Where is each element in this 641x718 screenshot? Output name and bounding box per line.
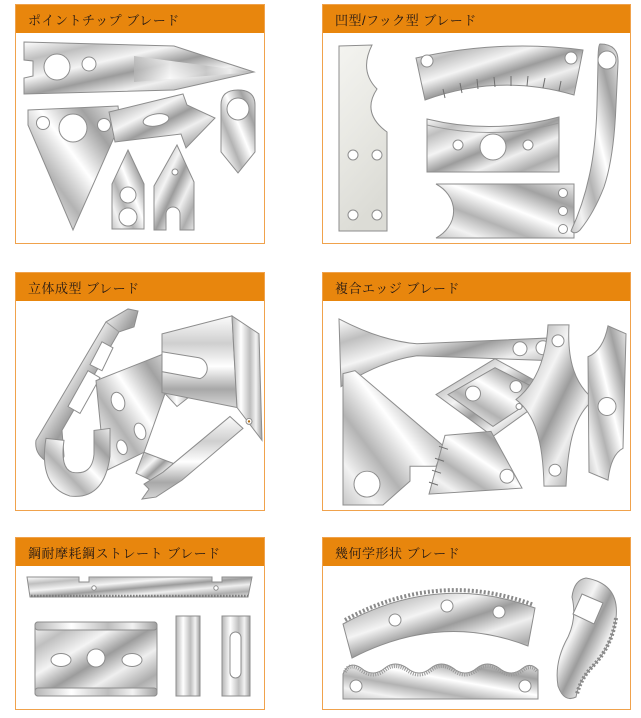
panel-header: [323, 538, 630, 566]
panel-header: [16, 5, 264, 33]
panel-geometric: [322, 537, 631, 710]
semicircle-notch-blade: [436, 184, 574, 238]
narrow-rect-blade: [176, 616, 200, 696]
slotted-rect-blade: [222, 616, 250, 696]
serrated-arc-blade: [343, 590, 535, 658]
wave-edge-blade: [343, 664, 538, 699]
panel-concave-hook: [322, 4, 631, 244]
panel-title: 複合エッジ ブレード: [335, 280, 460, 296]
panel-composite-edge: [322, 272, 631, 511]
panel-body: [16, 33, 264, 243]
panel-header: [323, 273, 630, 301]
panel-straight: [15, 537, 265, 710]
panel-point-tip: [15, 4, 265, 244]
panel-header: [16, 538, 264, 566]
long-pointed-blade: [24, 42, 254, 94]
arrow-tip-blade: [109, 94, 215, 148]
panel-header: [323, 5, 630, 33]
scored-trapezoid-blade: [429, 431, 522, 494]
panel-body: [323, 566, 630, 709]
notched-parallelogram-blade: [588, 326, 626, 480]
three-hole-razor-blade: [35, 622, 157, 696]
concave-hook-blade-illustration: [323, 33, 630, 243]
panel-title: 立体成型 ブレード: [28, 280, 140, 296]
u-slot-folded-blade: [162, 316, 262, 440]
point-tip-blade-illustration: [16, 33, 264, 243]
panel-title: 鋼耐摩耗鋼ストレート ブレード: [28, 545, 221, 561]
straight-blade-illustration: [16, 566, 264, 709]
panel-body: [323, 33, 630, 243]
round-top-pentagon-blade: [221, 90, 255, 173]
angled-step-blade: [343, 371, 445, 505]
fork-notch-blade: [154, 145, 194, 230]
serrated-long-blade: [27, 577, 252, 597]
panel-body: [16, 566, 264, 709]
geometric-blade-illustration: [323, 566, 630, 709]
comma-hook-blade: [557, 578, 616, 699]
panel-title: ポイントチップ ブレード: [28, 12, 180, 28]
panel-title: 凹型/フック型 ブレード: [335, 12, 477, 28]
panel-title: 幾何学形状 ブレード: [335, 545, 461, 561]
panel-body: [16, 301, 264, 510]
panel-header: [16, 273, 264, 301]
panel-body: [323, 301, 630, 510]
small-spear-blade: [112, 150, 144, 229]
concave-top-blade: [427, 117, 559, 172]
large-triangle-blade: [28, 106, 120, 230]
composite-edge-blade-illustration: [323, 301, 630, 510]
curved-arc-scored-blade: [416, 46, 583, 100]
panel-3d-formed: [15, 272, 265, 511]
scalloped-side-plate-blade: [339, 45, 387, 231]
formed-blade-illustration: [16, 301, 264, 510]
